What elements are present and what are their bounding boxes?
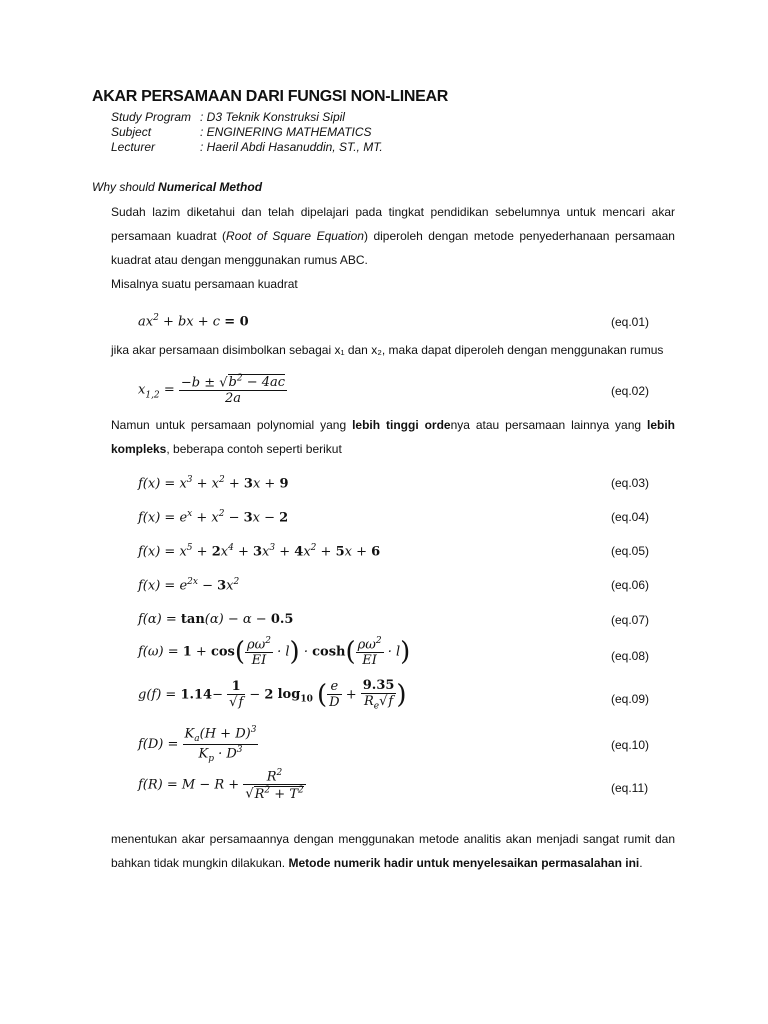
section-heading (92, 180, 262, 194)
paragraph-conclusion-bold: Metode numerik hadir untuk menyelesaikan permasalahan ini (288, 856, 640, 870)
paragraph-polynomial-bold-2: lebih kompleks (111, 418, 676, 456)
meta-label-subject: Subject (111, 125, 152, 139)
equation-06: $f(x) = e^{2x} - 3x^2$ (138, 577, 240, 594)
paragraph-roots: jika akar persamaan disimbolkan sebagai x₁ dan x₂, maka dapat diperoleh dengan menggunakan rumus (111, 343, 664, 357)
paragraph-polynomial-c: nya atau persamaan lainnya yang (450, 418, 647, 432)
equation-01: $ax^2$ + bx + c = 0 (138, 313, 249, 330)
equation-label-10: (eq.10) (611, 738, 650, 752)
equation-label-09: (eq.09) (611, 692, 650, 706)
equation-label-01: (eq.01) (611, 315, 650, 329)
paragraph-conclusion-c: . (639, 856, 643, 870)
equation-07: f(α) = tan(α) − α − 0.5 (138, 612, 294, 627)
section-heading-prefix: Why should (92, 180, 159, 194)
equation-label-07: (eq.07) (611, 613, 650, 627)
equation-03: $f(x) = x^3 + x^2 + 3x + 9$ (138, 475, 289, 492)
equation-label-05: (eq.05) (611, 544, 650, 558)
paragraph-polynomial-a: Namun untuk persamaan polynomial yang (111, 418, 353, 432)
paragraph-intro-c: ) diperoleh dengan metode penyederhanaan persamaan kuadrat atau dengan menggunakan rumus ABC. (111, 229, 675, 267)
meta-label-study-program: Study Program (111, 110, 192, 124)
meta-label-lecturer: Lecturer (111, 140, 156, 154)
paragraph-intro (111, 200, 675, 272)
equation-label-06: (eq.06) (611, 578, 650, 592)
equation-label-08: (eq.08) (611, 649, 650, 663)
paragraph-example: Misalnya suatu persamaan kuadrat (111, 277, 298, 291)
equation-label-03: (eq.03) (611, 476, 650, 490)
equation-11: f(R) = M − R + $\frac{R^2}{√R^2 + T^2}$ (138, 768, 304, 802)
equation-label-02: (eq.02) (611, 384, 650, 398)
meta-value-lecturer: : Haeril Abdi Hasanuddin, ST., MT. (200, 140, 383, 154)
paragraph-polynomial-bold-1: lebih tinggi orde (352, 418, 451, 432)
document-title: AKAR PERSAMAAN DARI FUNGSI NON-LINEAR (92, 88, 449, 105)
equation-10: f(D) = $\frac{K_a(H + D)^3}{K_p \cdot D^3}$ (138, 725, 257, 764)
equation-04: $f(x) = e^x + x^2 - 3x - 2$ (138, 509, 289, 526)
equation-label-04: (eq.04) (611, 510, 650, 524)
meta-value-subject: : ENGINERING MATHEMATICS (200, 125, 372, 139)
equation-05: $f(x) = x^5 + 2x^4 + 3x^3 + 4x^2 + 5x + 6$ (138, 543, 381, 560)
paragraph-conclusion-a: menentukan akar persamaannya dengan menggunakan metode analitis akan menjadi sangat rumit dan bahkan tidak mungkin dilakukan. (111, 832, 675, 870)
meta-value-study-program: : D3 Teknik Konstruksi Sipil (200, 110, 345, 124)
paragraph-intro-italic: Root of Square Equation (226, 229, 364, 243)
paragraph-conclusion (111, 827, 675, 875)
paragraph-polynomial-e: , beberapa contoh seperti berikut (166, 442, 342, 456)
paragraph-intro-a: Sudah lazim diketahui dan telah dipelajari pada tingkat pendidikan sebelumnya untuk mencari akar persamaan kuadrat ( (111, 205, 675, 243)
equation-09: g(f) = 1.14− $\frac{1}{√f}$ − 2 $\log_{10}$ ( $\frac{e}{D}$ + $\frac{9.35}{R_e√f}$ ) (138, 678, 407, 712)
section-heading-bold: Numerical Method (158, 180, 263, 194)
equation-label-11: (eq.11) (611, 781, 649, 795)
paragraph-polynomial (111, 413, 675, 461)
equation-08: f(ω) = 1 + cos( $\frac{\rho\omega^2}{EI}$ · l) · cosh( $\frac{\rho\omega^2}{EI}$ · l) (138, 636, 411, 669)
equation-02: $x_{1,2}$ = $\frac{-b \pm √b^2 - 4ac}{2a}$ (138, 374, 286, 407)
